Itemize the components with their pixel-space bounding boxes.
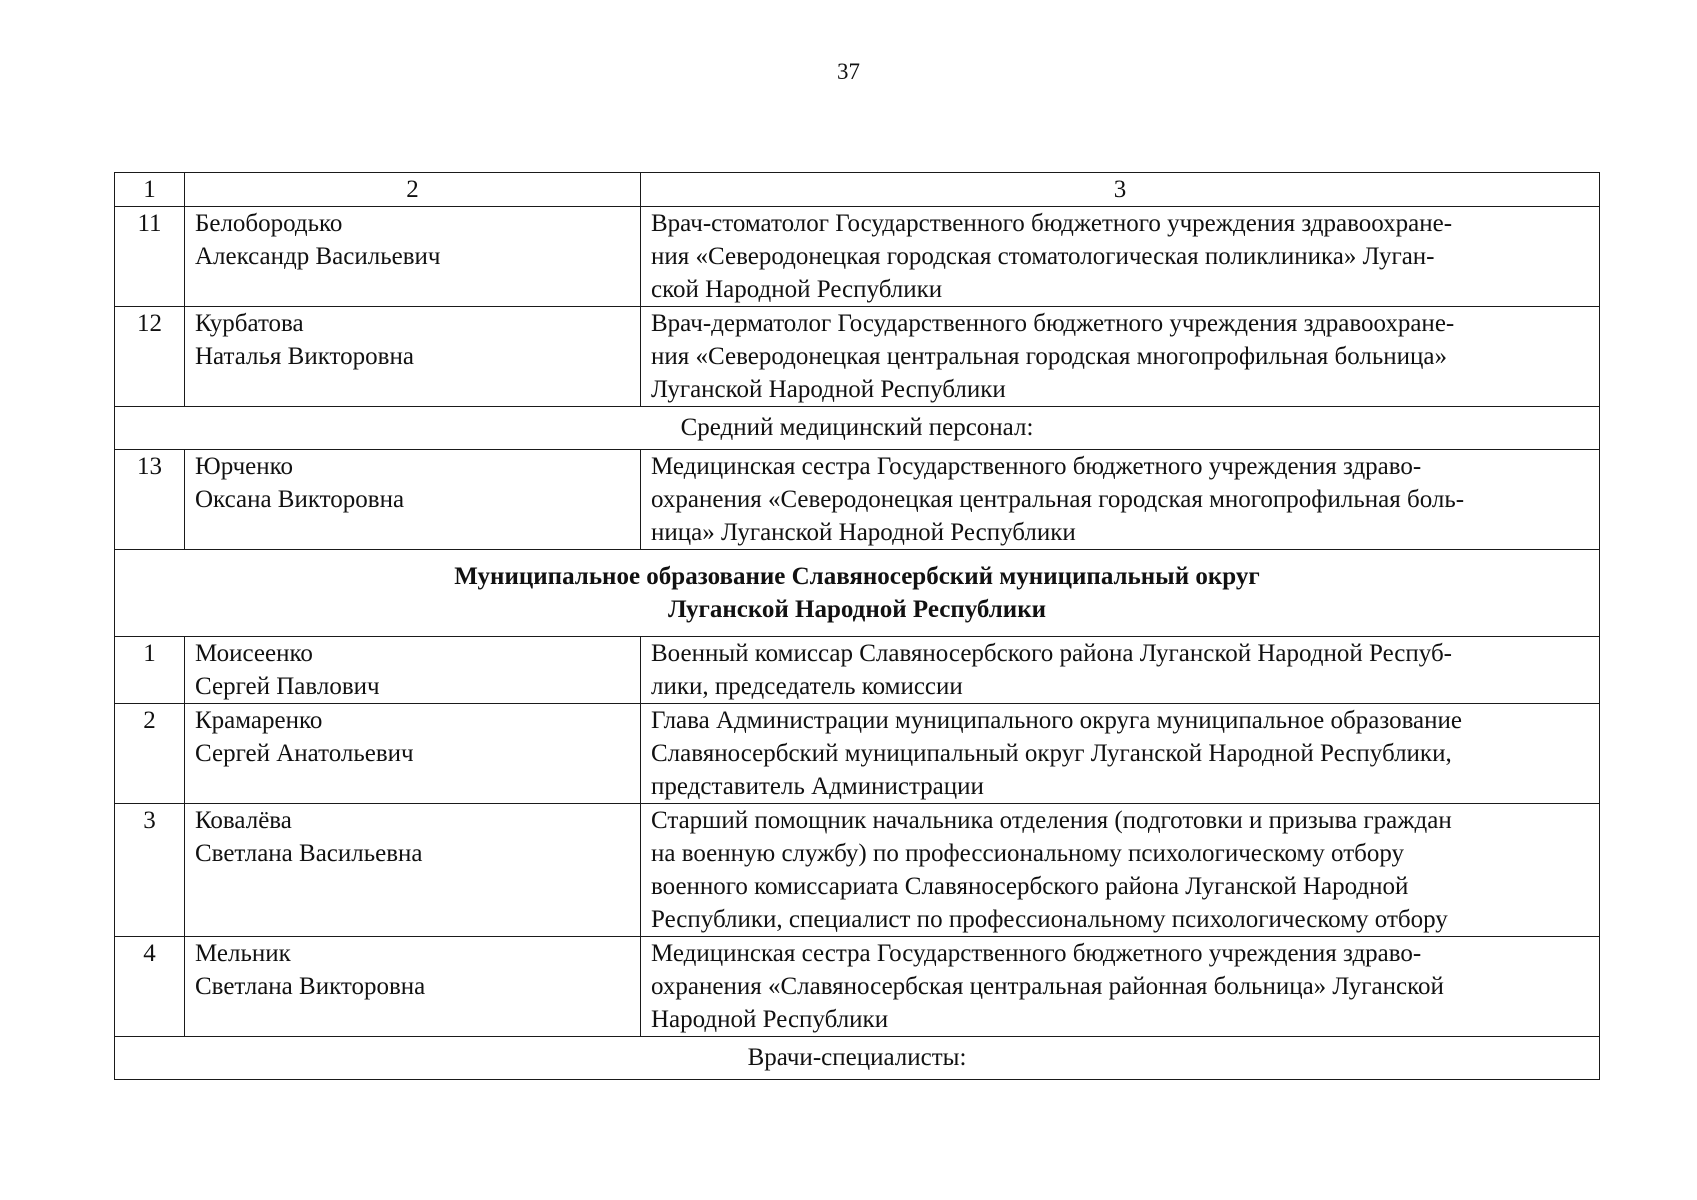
column-number-row xyxy=(115,173,1600,207)
row-number: 12 xyxy=(115,307,185,407)
person-name xyxy=(185,207,641,307)
municipality-heading-row xyxy=(115,550,1600,637)
row-number: 3 xyxy=(115,804,185,937)
table-row xyxy=(115,637,1600,704)
table-row xyxy=(115,704,1600,804)
position-line: Республики, специалист по профессиональному психологическому отбору xyxy=(651,906,1448,933)
row-number: 1 xyxy=(115,637,185,704)
row-number: 11 xyxy=(115,207,185,307)
person-position xyxy=(641,937,1600,1037)
section-heading-row xyxy=(115,1037,1600,1080)
row-number: 2 xyxy=(115,704,185,804)
section-heading: Средний медицинский персонал: xyxy=(115,407,1600,450)
person-position xyxy=(641,207,1600,307)
person-name xyxy=(185,450,641,550)
person-given-names: Александр Васильевич xyxy=(195,243,441,270)
person-given-names: Наталья Викторовна xyxy=(195,343,414,370)
table-row xyxy=(115,307,1600,407)
person-given-names: Светлана Васильевна xyxy=(195,840,423,867)
municipality-heading xyxy=(115,550,1600,637)
person-surname: Крамаренко xyxy=(195,707,323,734)
position-line: охранения «Славяносербская центральная районная больница» Луганской xyxy=(651,973,1444,1000)
table-row xyxy=(115,937,1600,1037)
table-body xyxy=(115,173,1600,1080)
person-given-names: Оксана Викторовна xyxy=(195,486,405,513)
person-position xyxy=(641,637,1600,704)
person-surname: Юрченко xyxy=(195,453,293,480)
person-position xyxy=(641,804,1600,937)
position-line: Славяносербский муниципальный округ Луганской Народной Республики, xyxy=(651,740,1452,767)
municipality-heading-line: Муниципальное образование Славяносербский муниципальный округ xyxy=(454,563,1260,590)
position-line: ской Народной Республики xyxy=(651,276,943,303)
section-heading: Врачи-специалисты: xyxy=(115,1037,1600,1080)
table-row xyxy=(115,450,1600,550)
position-line: охранения «Северодонецкая центральная городская многопрофильная боль- xyxy=(651,486,1465,513)
person-given-names: Сергей Павлович xyxy=(195,673,380,700)
person-surname: Курбатова xyxy=(195,310,304,337)
column-number-1: 1 xyxy=(115,173,185,207)
table-row xyxy=(115,804,1600,937)
position-line: лики, председатель комиссии xyxy=(651,673,963,700)
person-name xyxy=(185,937,641,1037)
position-line: представитель Администрации xyxy=(651,773,984,800)
person-position xyxy=(641,307,1600,407)
person-given-names: Сергей Анатольевич xyxy=(195,740,414,767)
position-line: ния «Северодонецкая городская стоматологическая поликлиника» Луган- xyxy=(651,243,1435,270)
person-position xyxy=(641,450,1600,550)
person-name xyxy=(185,804,641,937)
person-surname: Белобородько xyxy=(195,210,343,237)
person-surname: Мельник xyxy=(195,940,291,967)
position-line: Врач-дерматолог Государственного бюджетного учреждения здравоохране- xyxy=(651,310,1455,337)
commission-table xyxy=(114,172,1600,1080)
position-line: Медицинская сестра Государственного бюджетного учреждения здраво- xyxy=(651,940,1422,967)
position-line: Старший помощник начальника отделения (подготовки и призыва граждан xyxy=(651,807,1452,834)
position-line: ница» Луганской Народной Республики xyxy=(651,519,1076,546)
person-surname: Ковалёва xyxy=(195,807,292,834)
page-number: 37 xyxy=(837,59,860,84)
position-line: Медицинская сестра Государственного бюджетного учреждения здраво- xyxy=(651,453,1422,480)
row-number: 13 xyxy=(115,450,185,550)
column-number-2: 2 xyxy=(185,173,641,207)
table-row xyxy=(115,207,1600,307)
position-line: Луганской Народной Республики xyxy=(651,376,1006,403)
person-name xyxy=(185,704,641,804)
person-surname: Моисеенко xyxy=(195,640,313,667)
municipality-heading-line: Луганской Народной Республики xyxy=(667,596,1047,623)
column-number-3: 3 xyxy=(641,173,1600,207)
position-line: Глава Администрации муниципального округа муниципальное образование xyxy=(651,707,1462,734)
person-name xyxy=(185,637,641,704)
position-line: на военную службу) по профессиональному психологическому отбору xyxy=(651,840,1405,867)
row-number: 4 xyxy=(115,937,185,1037)
position-line: Народной Республики xyxy=(651,1006,889,1033)
person-position xyxy=(641,704,1600,804)
person-given-names: Светлана Викторовна xyxy=(195,973,426,1000)
person-name xyxy=(185,307,641,407)
position-line: ния «Северодонецкая центральная городская многопрофильная больница» xyxy=(651,343,1448,370)
section-heading-row xyxy=(115,407,1600,450)
position-line: Военный комиссар Славяносербского района Луганской Народной Респуб- xyxy=(651,640,1453,667)
position-line: военного комиссариата Славяносербского района Луганской Народной xyxy=(651,873,1409,900)
position-line: Врач-стоматолог Государственного бюджетного учреждения здравоохране- xyxy=(651,210,1453,237)
